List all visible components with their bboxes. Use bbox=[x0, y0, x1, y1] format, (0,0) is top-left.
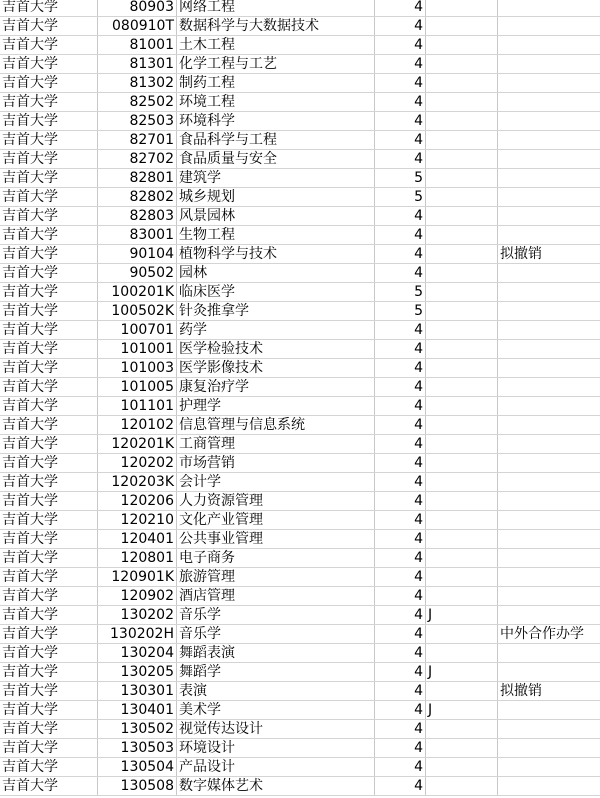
flag-cell[interactable] bbox=[426, 682, 498, 701]
major-code-cell[interactable]: 120102 bbox=[98, 416, 177, 435]
note-cell[interactable]: 中外合作办学 bbox=[498, 625, 600, 644]
note-cell[interactable] bbox=[498, 264, 600, 283]
flag-cell[interactable] bbox=[426, 511, 498, 530]
school-cell[interactable]: 吉首大学 bbox=[0, 55, 98, 74]
note-cell[interactable] bbox=[498, 644, 600, 663]
flag-cell[interactable] bbox=[426, 378, 498, 397]
note-cell[interactable] bbox=[498, 511, 600, 530]
school-cell[interactable]: 吉首大学 bbox=[0, 606, 98, 625]
study-years-cell[interactable]: 4 bbox=[375, 359, 426, 378]
note-cell[interactable] bbox=[498, 473, 600, 492]
major-code-cell[interactable]: 130301 bbox=[98, 682, 177, 701]
study-years-cell[interactable]: 4 bbox=[375, 264, 426, 283]
major-name-cell[interactable]: 食品质量与安全 bbox=[177, 150, 375, 169]
major-name-cell[interactable]: 植物科学与技术 bbox=[177, 245, 375, 264]
school-cell[interactable]: 吉首大学 bbox=[0, 720, 98, 739]
note-cell[interactable] bbox=[498, 74, 600, 93]
study-years-cell[interactable]: 4 bbox=[375, 701, 426, 720]
table-row bbox=[0, 169, 600, 188]
school-cell[interactable]: 吉首大学 bbox=[0, 549, 98, 568]
major-name-cell[interactable]: 表演 bbox=[177, 682, 375, 701]
major-name-cell[interactable]: 风景园林 bbox=[177, 207, 375, 226]
flag-cell[interactable] bbox=[426, 777, 498, 796]
note-cell[interactable] bbox=[498, 530, 600, 549]
flag-cell[interactable]: J bbox=[426, 663, 498, 682]
flag-cell[interactable]: J bbox=[426, 701, 498, 720]
table-row bbox=[0, 150, 600, 169]
table-row bbox=[0, 682, 600, 701]
flag-cell[interactable] bbox=[426, 587, 498, 606]
flag-cell[interactable] bbox=[426, 302, 498, 321]
flag-cell[interactable] bbox=[426, 549, 498, 568]
note-cell[interactable] bbox=[498, 93, 600, 112]
major-code-cell[interactable]: 130202 bbox=[98, 606, 177, 625]
note-cell[interactable] bbox=[498, 739, 600, 758]
table-row bbox=[0, 0, 600, 17]
note-cell[interactable] bbox=[498, 492, 600, 511]
note-cell[interactable] bbox=[498, 777, 600, 796]
major-name-cell[interactable]: 视觉传达设计 bbox=[177, 720, 375, 739]
major-code-cell[interactable]: 100701 bbox=[98, 321, 177, 340]
study-years-cell[interactable]: 4 bbox=[375, 36, 426, 55]
school-cell[interactable]: 吉首大学 bbox=[0, 0, 98, 17]
school-cell[interactable]: 吉首大学 bbox=[0, 739, 98, 758]
note-cell[interactable] bbox=[498, 0, 600, 17]
note-cell[interactable] bbox=[498, 549, 600, 568]
major-code-cell[interactable]: 100502K bbox=[98, 302, 177, 321]
study-years-cell[interactable]: 4 bbox=[375, 378, 426, 397]
study-years-cell[interactable]: 4 bbox=[375, 606, 426, 625]
table-row bbox=[0, 55, 600, 74]
table-row bbox=[0, 568, 600, 587]
major-name-cell[interactable]: 针灸推拿学 bbox=[177, 302, 375, 321]
table-row bbox=[0, 720, 600, 739]
table-row bbox=[0, 359, 600, 378]
major-code-cell[interactable]: 130204 bbox=[98, 644, 177, 663]
flag-cell[interactable]: J bbox=[426, 606, 498, 625]
major-code-cell[interactable]: 101001 bbox=[98, 340, 177, 359]
note-cell[interactable] bbox=[498, 758, 600, 777]
study-years-cell[interactable]: 4 bbox=[375, 112, 426, 131]
study-years-cell[interactable]: 4 bbox=[375, 644, 426, 663]
major-name-cell[interactable]: 环境设计 bbox=[177, 739, 375, 758]
note-cell[interactable]: 拟撤销 bbox=[498, 682, 600, 701]
table-row bbox=[0, 416, 600, 435]
major-code-cell[interactable]: 90502 bbox=[98, 264, 177, 283]
school-cell[interactable]: 吉首大学 bbox=[0, 207, 98, 226]
major-code-cell[interactable]: 82502 bbox=[98, 93, 177, 112]
note-cell[interactable] bbox=[498, 283, 600, 302]
table-row bbox=[0, 74, 600, 93]
table-row bbox=[0, 663, 600, 682]
note-cell[interactable] bbox=[498, 131, 600, 150]
major-name-cell[interactable]: 公共事业管理 bbox=[177, 530, 375, 549]
study-years-cell[interactable]: 4 bbox=[375, 435, 426, 454]
table-row bbox=[0, 207, 600, 226]
study-years-cell[interactable]: 4 bbox=[375, 587, 426, 606]
flag-cell[interactable] bbox=[426, 74, 498, 93]
major-code-cell[interactable]: 82803 bbox=[98, 207, 177, 226]
note-cell[interactable] bbox=[498, 340, 600, 359]
table-row bbox=[0, 739, 600, 758]
school-cell[interactable]: 吉首大学 bbox=[0, 93, 98, 112]
flag-cell[interactable] bbox=[426, 397, 498, 416]
study-years-cell[interactable]: 5 bbox=[375, 302, 426, 321]
note-cell[interactable] bbox=[498, 150, 600, 169]
table-row bbox=[0, 283, 600, 302]
note-cell[interactable]: 拟撤销 bbox=[498, 245, 600, 264]
school-cell[interactable]: 吉首大学 bbox=[0, 226, 98, 245]
major-code-cell[interactable]: 120401 bbox=[98, 530, 177, 549]
table-row bbox=[0, 340, 600, 359]
note-cell[interactable] bbox=[498, 55, 600, 74]
major-name-cell[interactable]: 医学检验技术 bbox=[177, 340, 375, 359]
major-name-cell[interactable]: 产品设计 bbox=[177, 758, 375, 777]
note-cell[interactable] bbox=[498, 207, 600, 226]
table-row bbox=[0, 302, 600, 321]
major-code-cell[interactable]: 120203K bbox=[98, 473, 177, 492]
flag-cell[interactable] bbox=[426, 473, 498, 492]
major-name-cell[interactable]: 工商管理 bbox=[177, 435, 375, 454]
school-cell[interactable]: 吉首大学 bbox=[0, 169, 98, 188]
study-years-cell[interactable]: 4 bbox=[375, 93, 426, 112]
flag-cell[interactable] bbox=[426, 283, 498, 302]
major-code-cell[interactable]: 82702 bbox=[98, 150, 177, 169]
school-cell[interactable]: 吉首大学 bbox=[0, 188, 98, 207]
school-cell[interactable]: 吉首大学 bbox=[0, 283, 98, 302]
table-row bbox=[0, 511, 600, 530]
major-name-cell[interactable]: 文化产业管理 bbox=[177, 511, 375, 530]
table-row bbox=[0, 530, 600, 549]
major-code-cell[interactable]: 90104 bbox=[98, 245, 177, 264]
flag-cell[interactable] bbox=[426, 150, 498, 169]
table-row bbox=[0, 587, 600, 606]
flag-cell[interactable] bbox=[426, 169, 498, 188]
major-name-cell[interactable]: 环境科学 bbox=[177, 112, 375, 131]
major-name-cell[interactable]: 药学 bbox=[177, 321, 375, 340]
note-cell[interactable] bbox=[498, 36, 600, 55]
note-cell[interactable] bbox=[498, 169, 600, 188]
major-code-cell[interactable]: 130508 bbox=[98, 777, 177, 796]
major-name-cell[interactable]: 旅游管理 bbox=[177, 568, 375, 587]
major-name-cell[interactable]: 临床医学 bbox=[177, 283, 375, 302]
school-cell[interactable]: 吉首大学 bbox=[0, 302, 98, 321]
school-cell[interactable]: 吉首大学 bbox=[0, 74, 98, 93]
major-name-cell[interactable]: 环境工程 bbox=[177, 93, 375, 112]
major-name-cell[interactable]: 建筑学 bbox=[177, 169, 375, 188]
school-cell[interactable]: 吉首大学 bbox=[0, 530, 98, 549]
flag-cell[interactable] bbox=[426, 739, 498, 758]
major-name-cell[interactable]: 舞蹈表演 bbox=[177, 644, 375, 663]
school-cell[interactable]: 吉首大学 bbox=[0, 644, 98, 663]
major-code-cell[interactable]: 130401 bbox=[98, 701, 177, 720]
major-code-cell[interactable]: 120901K bbox=[98, 568, 177, 587]
flag-cell[interactable] bbox=[426, 454, 498, 473]
school-cell[interactable]: 吉首大学 bbox=[0, 511, 98, 530]
school-cell[interactable]: 吉首大学 bbox=[0, 758, 98, 777]
table-row bbox=[0, 112, 600, 131]
study-years-cell[interactable]: 4 bbox=[375, 55, 426, 74]
major-code-cell[interactable]: 82503 bbox=[98, 112, 177, 131]
major-code-cell[interactable]: 81302 bbox=[98, 74, 177, 93]
major-code-cell[interactable]: 81001 bbox=[98, 36, 177, 55]
major-name-cell[interactable]: 园林 bbox=[177, 264, 375, 283]
flag-cell[interactable] bbox=[426, 492, 498, 511]
table-row bbox=[0, 93, 600, 112]
flag-cell[interactable] bbox=[426, 625, 498, 644]
table-row bbox=[0, 321, 600, 340]
study-years-cell[interactable]: 4 bbox=[375, 150, 426, 169]
note-cell[interactable] bbox=[498, 606, 600, 625]
table-row bbox=[0, 758, 600, 777]
table-row bbox=[0, 264, 600, 283]
flag-cell[interactable] bbox=[426, 207, 498, 226]
major-name-cell[interactable]: 化学工程与工艺 bbox=[177, 55, 375, 74]
study-years-cell[interactable]: 4 bbox=[375, 0, 426, 17]
major-code-cell[interactable]: 130503 bbox=[98, 739, 177, 758]
study-years-cell[interactable]: 4 bbox=[375, 511, 426, 530]
school-cell[interactable]: 吉首大学 bbox=[0, 416, 98, 435]
flag-cell[interactable] bbox=[426, 644, 498, 663]
school-cell[interactable]: 吉首大学 bbox=[0, 359, 98, 378]
major-code-cell[interactable]: 130202H bbox=[98, 625, 177, 644]
major-code-cell[interactable]: 130205 bbox=[98, 663, 177, 682]
study-years-cell[interactable]: 4 bbox=[375, 473, 426, 492]
major-name-cell[interactable]: 网络工程 bbox=[177, 0, 375, 17]
table-row bbox=[0, 226, 600, 245]
note-cell[interactable] bbox=[498, 359, 600, 378]
note-cell[interactable] bbox=[498, 701, 600, 720]
major-name-cell[interactable]: 食品科学与工程 bbox=[177, 131, 375, 150]
table-row bbox=[0, 625, 600, 644]
school-cell[interactable]: 吉首大学 bbox=[0, 568, 98, 587]
flag-cell[interactable] bbox=[426, 758, 498, 777]
major-code-cell[interactable]: 100201K bbox=[98, 283, 177, 302]
flag-cell[interactable] bbox=[426, 321, 498, 340]
major-code-cell[interactable]: 130502 bbox=[98, 720, 177, 739]
flag-cell[interactable] bbox=[426, 36, 498, 55]
table-row bbox=[0, 188, 600, 207]
flag-cell[interactable] bbox=[426, 416, 498, 435]
major-code-cell[interactable]: 83001 bbox=[98, 226, 177, 245]
major-name-cell[interactable]: 舞蹈学 bbox=[177, 663, 375, 682]
major-name-cell[interactable]: 城乡规划 bbox=[177, 188, 375, 207]
flag-cell[interactable] bbox=[426, 530, 498, 549]
study-years-cell[interactable]: 4 bbox=[375, 207, 426, 226]
major-name-cell[interactable]: 数据科学与大数据技术 bbox=[177, 17, 375, 36]
study-years-cell[interactable]: 4 bbox=[375, 663, 426, 682]
major-name-cell[interactable]: 电子商务 bbox=[177, 549, 375, 568]
school-cell[interactable]: 吉首大学 bbox=[0, 245, 98, 264]
major-name-cell[interactable]: 土木工程 bbox=[177, 36, 375, 55]
school-cell[interactable]: 吉首大学 bbox=[0, 587, 98, 606]
table-row bbox=[0, 454, 600, 473]
study-years-cell[interactable]: 5 bbox=[375, 188, 426, 207]
study-years-cell[interactable]: 4 bbox=[375, 454, 426, 473]
study-years-cell[interactable]: 4 bbox=[375, 492, 426, 511]
study-years-cell[interactable]: 4 bbox=[375, 340, 426, 359]
study-years-cell[interactable]: 5 bbox=[375, 169, 426, 188]
major-code-cell[interactable]: 120202 bbox=[98, 454, 177, 473]
note-cell[interactable] bbox=[498, 568, 600, 587]
school-cell[interactable]: 吉首大学 bbox=[0, 340, 98, 359]
flag-cell[interactable] bbox=[426, 359, 498, 378]
study-years-cell[interactable]: 4 bbox=[375, 321, 426, 340]
school-cell[interactable]: 吉首大学 bbox=[0, 36, 98, 55]
major-name-cell[interactable]: 数字媒体艺术 bbox=[177, 777, 375, 796]
note-cell[interactable] bbox=[498, 226, 600, 245]
major-code-cell[interactable]: 120206 bbox=[98, 492, 177, 511]
school-cell[interactable]: 吉首大学 bbox=[0, 435, 98, 454]
study-years-cell[interactable]: 5 bbox=[375, 283, 426, 302]
school-cell[interactable]: 吉首大学 bbox=[0, 264, 98, 283]
study-years-cell[interactable]: 4 bbox=[375, 739, 426, 758]
flag-cell[interactable] bbox=[426, 340, 498, 359]
school-cell[interactable]: 吉首大学 bbox=[0, 663, 98, 682]
flag-cell[interactable] bbox=[426, 0, 498, 17]
flag-cell[interactable] bbox=[426, 188, 498, 207]
flag-cell[interactable] bbox=[426, 131, 498, 150]
table-row bbox=[0, 131, 600, 150]
table-row bbox=[0, 492, 600, 511]
study-years-cell[interactable]: 4 bbox=[375, 568, 426, 587]
table-row bbox=[0, 17, 600, 36]
flag-cell[interactable] bbox=[426, 93, 498, 112]
flag-cell[interactable] bbox=[426, 435, 498, 454]
table-row bbox=[0, 473, 600, 492]
school-cell[interactable]: 吉首大学 bbox=[0, 112, 98, 131]
table-row bbox=[0, 36, 600, 55]
note-cell[interactable] bbox=[498, 302, 600, 321]
flag-cell[interactable] bbox=[426, 226, 498, 245]
table-row bbox=[0, 378, 600, 397]
note-cell[interactable] bbox=[498, 663, 600, 682]
school-cell[interactable]: 吉首大学 bbox=[0, 682, 98, 701]
major-code-cell[interactable]: 101101 bbox=[98, 397, 177, 416]
major-code-cell[interactable]: 81301 bbox=[98, 55, 177, 74]
study-years-cell[interactable]: 4 bbox=[375, 245, 426, 264]
flag-cell[interactable] bbox=[426, 264, 498, 283]
major-name-cell[interactable]: 音乐学 bbox=[177, 606, 375, 625]
note-cell[interactable] bbox=[498, 587, 600, 606]
table-row bbox=[0, 606, 600, 625]
table-row bbox=[0, 777, 600, 796]
table-row bbox=[0, 644, 600, 663]
school-cell[interactable]: 吉首大学 bbox=[0, 701, 98, 720]
major-name-cell[interactable]: 美术学 bbox=[177, 701, 375, 720]
school-cell[interactable]: 吉首大学 bbox=[0, 17, 98, 36]
major-name-cell[interactable]: 市场营销 bbox=[177, 454, 375, 473]
note-cell[interactable] bbox=[498, 397, 600, 416]
school-cell[interactable]: 吉首大学 bbox=[0, 625, 98, 644]
school-cell[interactable]: 吉首大学 bbox=[0, 131, 98, 150]
major-name-cell[interactable]: 酒店管理 bbox=[177, 587, 375, 606]
table-row bbox=[0, 397, 600, 416]
study-years-cell[interactable]: 4 bbox=[375, 777, 426, 796]
school-cell[interactable]: 吉首大学 bbox=[0, 397, 98, 416]
major-code-cell[interactable]: 82802 bbox=[98, 188, 177, 207]
note-cell[interactable] bbox=[498, 435, 600, 454]
study-years-cell[interactable]: 4 bbox=[375, 625, 426, 644]
study-years-cell[interactable]: 4 bbox=[375, 549, 426, 568]
major-code-cell[interactable]: 120201K bbox=[98, 435, 177, 454]
major-code-cell[interactable]: 101003 bbox=[98, 359, 177, 378]
school-cell[interactable]: 吉首大学 bbox=[0, 150, 98, 169]
major-name-cell[interactable]: 医学影像技术 bbox=[177, 359, 375, 378]
table-row bbox=[0, 701, 600, 720]
major-name-cell[interactable]: 会计学 bbox=[177, 473, 375, 492]
flag-cell[interactable] bbox=[426, 720, 498, 739]
major-code-cell[interactable]: 120210 bbox=[98, 511, 177, 530]
table-row bbox=[0, 245, 600, 264]
study-years-cell[interactable]: 4 bbox=[375, 226, 426, 245]
note-cell[interactable] bbox=[498, 112, 600, 131]
note-cell[interactable] bbox=[498, 720, 600, 739]
school-cell[interactable]: 吉首大学 bbox=[0, 454, 98, 473]
study-years-cell[interactable]: 4 bbox=[375, 17, 426, 36]
flag-cell[interactable] bbox=[426, 245, 498, 264]
flag-cell[interactable] bbox=[426, 55, 498, 74]
study-years-cell[interactable]: 4 bbox=[375, 530, 426, 549]
note-cell[interactable] bbox=[498, 17, 600, 36]
table-row bbox=[0, 549, 600, 568]
study-years-cell[interactable]: 4 bbox=[375, 131, 426, 150]
major-code-cell[interactable]: 101005 bbox=[98, 378, 177, 397]
study-years-cell[interactable]: 4 bbox=[375, 397, 426, 416]
major-name-cell[interactable]: 制药工程 bbox=[177, 74, 375, 93]
study-years-cell[interactable]: 4 bbox=[375, 758, 426, 777]
major-name-cell[interactable]: 信息管理与信息系统 bbox=[177, 416, 375, 435]
note-cell[interactable] bbox=[498, 378, 600, 397]
note-cell[interactable] bbox=[498, 188, 600, 207]
school-cell[interactable]: 吉首大学 bbox=[0, 777, 98, 796]
major-code-cell[interactable]: 080910T bbox=[98, 17, 177, 36]
flag-cell[interactable] bbox=[426, 568, 498, 587]
study-years-cell[interactable]: 4 bbox=[375, 416, 426, 435]
major-name-cell[interactable]: 护理学 bbox=[177, 397, 375, 416]
study-years-cell[interactable]: 4 bbox=[375, 720, 426, 739]
flag-cell[interactable] bbox=[426, 112, 498, 131]
major-name-cell[interactable]: 生物工程 bbox=[177, 226, 375, 245]
major-code-cell[interactable]: 120902 bbox=[98, 587, 177, 606]
major-name-cell[interactable]: 康复治疗学 bbox=[177, 378, 375, 397]
school-cell[interactable]: 吉首大学 bbox=[0, 492, 98, 511]
major-code-cell[interactable]: 82801 bbox=[98, 169, 177, 188]
school-cell[interactable]: 吉首大学 bbox=[0, 473, 98, 492]
note-cell[interactable] bbox=[498, 321, 600, 340]
note-cell[interactable] bbox=[498, 416, 600, 435]
flag-cell[interactable] bbox=[426, 17, 498, 36]
study-years-cell[interactable]: 4 bbox=[375, 74, 426, 93]
major-code-cell[interactable]: 130504 bbox=[98, 758, 177, 777]
study-years-cell[interactable]: 4 bbox=[375, 682, 426, 701]
major-name-cell[interactable]: 人力资源管理 bbox=[177, 492, 375, 511]
major-code-cell[interactable]: 82701 bbox=[98, 131, 177, 150]
school-cell[interactable]: 吉首大学 bbox=[0, 378, 98, 397]
major-code-cell[interactable]: 120801 bbox=[98, 549, 177, 568]
table-row bbox=[0, 435, 600, 454]
note-cell[interactable] bbox=[498, 454, 600, 473]
school-cell[interactable]: 吉首大学 bbox=[0, 321, 98, 340]
major-name-cell[interactable]: 音乐学 bbox=[177, 625, 375, 644]
major-code-cell[interactable]: 80903 bbox=[98, 0, 177, 17]
